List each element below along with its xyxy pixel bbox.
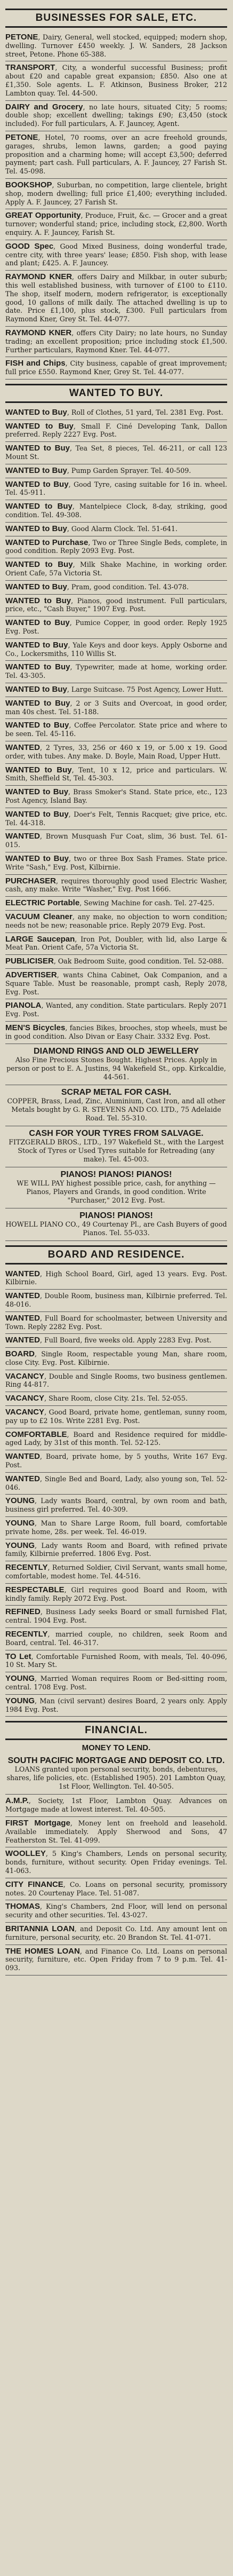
- money-to-lend-subheading: MONEY TO LEND.: [82, 1743, 151, 1753]
- ad-lead: WANTED to Purchase: [5, 538, 89, 547]
- classified-ad: RECENTLY, married couple, no children, seek Room and Board, central. Tel. 46-317.: [5, 1628, 227, 1650]
- classified-ad: VACANCY, Share Room, close City. 21s. Tel. 52-055.: [5, 1392, 227, 1406]
- ad-lead: WANTED to Buy: [5, 444, 70, 453]
- ad-lead: WANTED to Buy: [5, 582, 67, 591]
- ad-lead: WANTED to Buy: [5, 721, 69, 730]
- ad-lead: PIANOLA: [5, 1001, 42, 1010]
- classified-ad: YOUNG, Man (civil servant) desires Board, 2 years only. Apply 1984 Evg. Post.: [5, 1695, 227, 1717]
- ad-lead: THE HOMES LOAN: [5, 1946, 80, 1956]
- ad-lead: WANTED: [5, 1291, 40, 1301]
- display-ad-text: COPPER, Brass, Lead, Zinc, Aluminium, Cast Iron, and all other Metals bought by G. R. STEVENS AND CO. LTD., 75 Adelaide Road. Tel. 55-310.: [7, 1096, 226, 1122]
- classified-ad: RECENTLY, Returned Soldier, Civil Servant, wants small home, comfortable, modest home. Tel. 44-516.: [5, 1561, 227, 1584]
- ad-lead: VACANCY: [5, 1408, 45, 1417]
- ad-lead: WANTED: [5, 743, 40, 752]
- classified-ad: WANTED to Buy, Tent, 10 x 12, price and particulars. W. Smith, Sheffield St, Tel. 45-303.: [5, 764, 227, 786]
- classified-ad: RESPECTABLE, Girl requires good Board and Room, with kindly family. Reply 2072 Evg. Post.: [5, 1584, 227, 1606]
- ad-lead: WANTED to Buy: [5, 640, 68, 650]
- classified-ad: WANTED to Buy, Pumice Copper, in good order. Reply 1925 Evg. Post.: [5, 617, 227, 639]
- classified-ad: PETONE, Hotel, 70 rooms, over an acre freehold grounds, garages, shrubs, lemon lawns, garden; a good paying proposition and a charming home; will accept £3,500; deferred payment; part cash. Full particulars, A. F. Jauncey, 27 Farish St. Tel. 45-098.: [5, 131, 227, 179]
- classified-ad: WANTED, Board, private home, by 5 youths, Write 167 Evg. Post.: [5, 1450, 227, 1473]
- ad-text: Oak Bedroom Suite, good condition. Tel. 52-088.: [58, 957, 224, 966]
- classified-ad: WANTED to Buy, Yale Keys and door keys. Apply Osborne and Co., Lockersmiths, 110 Willis St.: [5, 639, 227, 661]
- ad-lead: WANTED to Buy: [5, 787, 69, 797]
- classified-column: [5, 4, 227, 1976]
- ad-lead: GOOD Spec: [5, 241, 54, 251]
- ad-text: Pianos, good instrument. Full particulars, price, etc., "Cash Buyer," 1907 Evg. Post.: [5, 596, 227, 613]
- ad-text: Returned Soldier, Civil Servant, wants small home, comfortable, modest home. Tel. 44-516.: [5, 1563, 228, 1581]
- section-heading-financial: FINANCIAL.: [5, 1721, 227, 1740]
- ad-text: Mantelpiece Clock, 8-day, striking, good condition. Tel. 49-308.: [5, 502, 228, 519]
- ad-text: Iron Pot, Doubler, with lid, also Large & Meat Pan. Orient Cafe, 57a Victoria St.: [5, 935, 228, 952]
- classified-ad: A.M.P., Society, 1st Floor, Lambton Quay. Advances on Mortgage made at lowest interest. Tel. 40-505.: [5, 1795, 227, 1817]
- classified-ad: WANTED to Buy, two or three Box Sash Frames. State price. Write "Sash," Evg. Post, Kilbirnie.: [5, 852, 227, 875]
- ad-text: Sewing Machine for cash. Tel. 27-425.: [84, 899, 215, 907]
- ad-text: Yale Keys and door keys. Apply Osborne and Co., Lockersmiths, 110 Willis St.: [5, 641, 227, 658]
- ad-text: Pump Garden Sprayer. Tel. 40-509.: [71, 466, 191, 475]
- classified-ad: WANTED to Buy, Large Suitcase. 75 Post Agency, Lower Hutt.: [5, 683, 227, 697]
- classified-ad: LARGE Saucepan, Iron Pot, Doubler, with lid, also Large & Meat Pan. Orient Cafe, 57a Victoria St.: [5, 933, 227, 955]
- ad-text: Brown Musquash Fur Coat, slim, 36 bust. Tel. 61-015.: [5, 832, 227, 849]
- ad-lead: RESPECTABLE: [5, 1585, 65, 1594]
- ad-lead: WANTED to Buy: [5, 465, 67, 475]
- display-ad: [5, 1208, 227, 1241]
- classified-ad: REFINED, Business Lady seeks Board or small furnished Flat, central. 1904 Evg. Post.: [5, 1606, 227, 1628]
- ad-text: requires thoroughly good used Electric Washer, cash, any make. Write "Washer," Evg. Post 1666.: [5, 876, 227, 894]
- ad-lead: WANTED to Buy: [5, 596, 71, 605]
- ad-text: Double Room, business man, Kilbirnie preferred. Tel. 48-016.: [5, 1292, 227, 1308]
- ad-lead: RECENTLY: [5, 1563, 48, 1573]
- display-ad: [5, 1126, 227, 1167]
- ad-text: Suburban, no competition, large clientele, bright shop, modern dwelling; full price £1,400; everything included. Apply A. F. Jauncey, 27 Farish St.: [5, 180, 228, 206]
- ad-lead: REFINED: [5, 1607, 41, 1617]
- ad-lead: RAYMOND KNER: [5, 328, 72, 337]
- ad-text: Comfortable Furnished Room, with meals, Tel. 40-096, 10 St. Mary St.: [5, 1652, 227, 1669]
- classified-ad: WANTED, Full Board for schoolmaster, between University and Town. Reply 2282 Evg. Post.: [5, 1312, 227, 1334]
- ad-text: offers Dairy and Milkbar, in outer suburb; this well established business, with turnover of £100 to £110. The shop, itself modern, modern refrigerator, is exceptionally good, 10 gallons of milk daily. The attached dwelling is up to date. Price £1,100, plus stock, £300. Full particulars from Raymond Kner, Grey St. Tel. 44-077.: [5, 273, 227, 323]
- ad-lead: YOUNG: [5, 1696, 35, 1705]
- ad-text: Wanted, any condition. State particulars. Reply 2071 Evg. Post.: [5, 1001, 227, 1018]
- classified-ad: BOOKSHOP, Suburban, no competition, large clientele, bright shop, modern dwelling; full price £1,400; everything included. Apply A. F. Jauncey, 27 Farish St.: [5, 179, 227, 209]
- ad-text: Board, private home, by 5 youths, Write 167 Evg. Post.: [5, 1452, 227, 1469]
- ad-lead: WANTED to Buy: [5, 421, 74, 431]
- ad-lead: WANTED: [5, 1474, 40, 1483]
- ad-text: Board and Residence required for middle-aged Lady, by 31st of this month. Tel. 52-125.: [5, 1430, 227, 1447]
- ad-lead: WANTED to Buy: [5, 685, 67, 694]
- section-heading-business: BUSINESSES FOR SALE, ETC.: [5, 9, 227, 28]
- display-ad-text: Also Fine Precious Stones Bought. Highest Prices. Apply in person or post to E. A. Justins, 94 Wakefield St., opp. Kirkcaldie, 44-561.: [6, 1055, 226, 1081]
- ad-lead: WANTED to Buy: [5, 502, 73, 511]
- ad-text: Roll of Clothes, 51 yard, Tel. 2381 Evg. Post.: [71, 408, 223, 416]
- classified-ad: GREAT Opportunity, Produce, Fruit, &c. — Grocer and a great turnover; wonderful stand; price, including stock, £2,800. Worth enquiry. A. F. Jauncey, Farish St.: [5, 209, 227, 240]
- classified-ad: PUBLICISER, Oak Bedroom Suite, good condition. Tel. 52-088.: [5, 955, 227, 969]
- classified-ad: WANTED to Buy, Coffee Percolator. State price and where to be seen. Tel. 45-116.: [5, 719, 227, 741]
- ad-text: Single Bed and Board, Lady, also young son, Tel. 52-046.: [5, 1474, 227, 1491]
- ad-lead: ELECTRIC Portable: [5, 898, 80, 908]
- classified-ad: WANTED, 2 Tyres, 33, 256 or 460 x 19, or 5.00 x 19. Good order, with tubes. Any make. D. Boyle, Main Road, Upper Hutt.: [5, 741, 227, 764]
- ad-lead: PURCHASER: [5, 876, 57, 886]
- ad-lead: WANTED to Buy: [5, 854, 69, 863]
- ad-lead: RECENTLY: [5, 1630, 48, 1639]
- classified-ad: WANTED to Buy, Pianos, good instrument. Full particulars, price, etc., "Cash Buyer," 1907 Evg. Post.: [5, 595, 227, 617]
- ad-text: Pram, good condition. Tel. 43-078.: [71, 582, 189, 591]
- ad-text: Large Suitcase. 75 Post Agency, Lower Hutt.: [71, 685, 224, 694]
- classified-ad: WANTED to Buy, Pump Garden Sprayer. Tel. 40-509.: [5, 464, 227, 478]
- display-ad-title: SOUTH PACIFIC MORTGAGE AND DEPOSIT CO. LTD.: [7, 1756, 225, 1766]
- ad-text: Typewriter, made at home, working order. Tel. 43-305.: [5, 663, 227, 680]
- ad-lead: PUBLICISER: [5, 957, 54, 966]
- ad-text: 5 King's Chambers, Lends on personal security, bonds, furniture, without security. Open Friday evenings. Tel. 41-063.: [5, 1850, 227, 1875]
- classified-ad: WANTED to Buy, Tea Set, 8 pieces, Tel. 46-211, or call 123 Mount St.: [5, 442, 227, 464]
- ad-lead: WANTED: [5, 832, 40, 841]
- ad-lead: GREAT Opportunity: [5, 211, 81, 220]
- ad-lead: WOOLLEY: [5, 1849, 46, 1859]
- ad-text: any make, no objection to worn condition; needs not be new; reasonable price. Reply 2079 Evg. Post.: [5, 912, 227, 929]
- ad-text: Good Mixed Business, doing wonderful trade, centre city, with three years' lease; £850. Fish shop, with lease and plant; £425. A. F. Jauncey.: [5, 242, 228, 267]
- display-ad-text: FITZGERALD BROS., LTD., 197 Wakefield St., with the Largest Stock of Tyres or Used Tyres suitable for Retreading (any make). Tel. 45-003.: [9, 1137, 224, 1163]
- ad-lead: WANTED to Buy: [5, 407, 67, 417]
- classified-ad: YOUNG, Married Woman requires Room or Bed-sitting room, central. 1708 Evg. Post.: [5, 1672, 227, 1695]
- classified-ad: VACANCY, Good Board, private home, gentleman, sunny room, pay up to £2 10s. Write 2281 Evg. Post.: [5, 1406, 227, 1428]
- classified-ad: WANTED to Buy, Doer's Felt, Tennis Racquet; give price, etc. Tel. 44-318.: [5, 808, 227, 831]
- ad-text: Single Room, respectable young Man, share room, close City. Evg. Post. Kilbirnie.: [5, 1350, 227, 1366]
- ad-text: Dairy, General, well stocked, equipped; modern shop, dwelling. Turnover £450 weekly. J. W. Sanders, 28 Jackson street, Petone. Phone 65-388.: [5, 33, 227, 58]
- classified-ad: WANTED to Buy, Roll of Clothes, 51 yard, Tel. 2381 Evg. Post.: [5, 406, 227, 420]
- ad-text: Married Woman requires Room or Bed-sitting room, central. 1708 Evg. Post.: [5, 1674, 227, 1691]
- classified-ad: FIRST Mortgage, Money lent on freehold and leasehold. Available immediately. Apply Sherwood and Sons, 47 Featherston St. Tel. 41-099.: [5, 1817, 227, 1847]
- ad-text: Lady wants Board, central, by own room and bath, business girl preferred. Tel. 40-309.: [5, 1497, 227, 1514]
- classified-ad: TRANSPORT, City, a wonderful successful Business; profit about £20 and capable great expansion; £850. Also one at £1,350. Sole agents. L. F. Atkinson, Business Broker, 212 Lambton quay. Tel. 44-500.: [5, 61, 227, 100]
- ad-text: Business Lady seeks Board or small furnished Flat, central. 1904 Evg. Post.: [5, 1608, 227, 1625]
- ad-lead: THOMAS: [5, 1902, 40, 1911]
- ad-lead: BRITANNIA LOAN: [5, 1924, 75, 1933]
- display-ad-title: PIANOS! PIANOS!: [79, 1211, 153, 1220]
- ad-text: Lady wants Room and Board, with refined private family, Kilbirnie preferred. 1806 Evg. Post.: [5, 1541, 227, 1558]
- ad-text: 2 Tyres, 33, 256 or 460 x 19, or 5.00 x 19. Good order, with tubes. Any make. D. Boyle, Main Road, Upper Hutt.: [5, 744, 227, 760]
- classified-ad: GOOD Spec, Good Mixed Business, doing wonderful trade, centre city, with three years' lease; £850. Fish shop, with lease and plant; £425. A. F. Jauncey.: [5, 240, 227, 271]
- ad-text: married couple, no children, seek Room and Board, central. Tel. 46-317.: [5, 1630, 227, 1647]
- classified-ad: PURCHASER, requires thoroughly good used Electric Washer, cash, any make. Write "Washer," Evg. Post 1666.: [5, 875, 227, 897]
- display-ad-text: WE WILL PAY highest possible price, cash, for anything — Pianos, Players and Grands, in good condition. Write "Purchaser," 2012 Evg. Post.: [17, 1179, 216, 1204]
- display-ad: [5, 1753, 227, 1795]
- ad-lead: A.M.P.: [5, 1796, 29, 1806]
- classified-ad: RAYMOND KNER, offers Dairy and Milkbar, in outer suburb; this well established business, with turnover of £100 to £110. The shop, itself modern, modern refrigerator, is exceptionally good, 10 gallons of milk daily. The attached dwelling is up to date. Price £1,100, plus stock, £300. Full particulars from Raymond Kner, Grey St. Tel. 44-077.: [5, 271, 227, 327]
- ad-text: Tea Set, 8 pieces, Tel. 46-211, or call 123 Mount St.: [5, 444, 227, 461]
- display-ad-text: HOWELL PIANO CO., 49 Courtenay Pl., are Cash Buyers of good Pianos. Tel. 55-033.: [5, 1220, 227, 1237]
- ad-lead: WANTED to Buy: [5, 479, 69, 489]
- ad-lead: TRANSPORT: [5, 63, 55, 73]
- ad-text: fancies Bikes, brooches, stop wheels, must be in good condition. Also Divan or Easy Chair. 3332 Evg. Post.: [5, 1023, 227, 1040]
- section-heading-wanted: WANTED TO BUY.: [5, 384, 227, 403]
- classified-ad: RAYMOND KNER, offers City Dairy; no late hours, no Sunday trading; an excellent proposition; price including stock £1,500. Further particulars, Raymond Kner. Tel. 44-077.: [5, 327, 227, 357]
- ad-text: and Deposit Co. Ltd. Any amount lent on furniture, personal security, etc. 20 Brandon St. Tel. 41-071.: [5, 1924, 227, 1941]
- ad-text: Good Tyre, casing suitable for 16 in. wheel. Tel. 45-911.: [5, 480, 227, 497]
- ad-lead: BOOKSHOP: [5, 180, 52, 189]
- ad-lead: YOUNG: [5, 1496, 35, 1506]
- ad-text: Good Board, private home, gentleman, sunny room, pay up to £2 10s. Write 2281 Evg. Post.: [5, 1408, 227, 1425]
- classified-ad: YOUNG, Lady wants Board, central, by own room and bath, business girl preferred. Tel. 40-309.: [5, 1495, 227, 1517]
- display-ad: [5, 1167, 227, 1208]
- classified-ad: WANTED to Buy, Pram, good condition. Tel. 43-078.: [5, 581, 227, 595]
- ad-text: Share Room, close City. 21s. Tel. 52-055.: [49, 1394, 188, 1403]
- classified-ad: FISH and Chips, City business, capable of great improvement; full price £550. Raymond Kner, Grey St. Tel. 44-077.: [5, 357, 227, 380]
- ad-text: Tent, 10 x 12, price and particulars. W. Smith, Sheffield St, Tel. 45-303.: [5, 765, 228, 783]
- classified-ad: PIANOLA, Wanted, any condition. State particulars. Reply 2071 Evg. Post.: [5, 999, 227, 1022]
- classified-ad: YOUNG, Lady wants Room and Board, with refined private family, Kilbirnie preferred. 1806 Evg. Post.: [5, 1539, 227, 1562]
- ad-lead: FISH and Chips: [5, 359, 66, 368]
- classified-ad: BOARD, Single Room, respectable young Man, share room, close City. Evg. Post. Kilbirnie.: [5, 1348, 227, 1370]
- display-ad-title: SCRAP METAL FOR CASH.: [61, 1087, 172, 1097]
- classified-ad: YOUNG, Man to Share Large Room, full board, comfortable private home, 28s. per week. Tel. 46-019.: [5, 1517, 227, 1539]
- ad-text: Good Alarm Clock. Tel. 51-641.: [71, 524, 178, 533]
- classified-ad: WANTED to Purchase, Two or Three Single Beds, complete, in good condition. Reply 2093 Evg. Post.: [5, 536, 227, 559]
- ad-text: offers City Dairy; no late hours, no Sunday trading; an excellent proposition; price including stock £1,500. Further particulars, Raymond Kner. Tel. 44-077.: [5, 328, 227, 354]
- classified-ad: WANTED to Buy, Typewriter, made at home, working order. Tel. 43-305.: [5, 661, 227, 683]
- ad-lead: WANTED to Buy: [5, 698, 70, 708]
- classified-ad: WANTED to Buy, Small F. Ciné Developing Tank, Dallon preferred. Reply 2227 Evg. Post.: [5, 420, 227, 442]
- classified-ad: WANTED to Buy, Mantelpiece Clock, 8-day, striking, good condition. Tel. 49-308.: [5, 500, 227, 523]
- ad-lead: FIRST Mortgage: [5, 1818, 70, 1828]
- ad-text: City business, capable of great improvement; full price £550. Raymond Kner, Grey St. Tel. 44-077.: [5, 359, 228, 376]
- ad-lead: WANTED: [5, 1269, 40, 1278]
- classified-ad: CITY FINANCE, Co. Loans on personal security, promissory notes. 20 Courtenay Place. Tel. 51-087.: [5, 1878, 227, 1901]
- display-ad: [5, 1044, 227, 1085]
- ad-lead: PETONE: [5, 33, 38, 42]
- classified-ad: THOMAS, King's Chambers, 2nd Floor, will lend on personal security and other securities. Tel. 43-027.: [5, 1900, 227, 1923]
- ad-text: Hotel, 70 rooms, over an acre freehold grounds, garages, shrubs, lemon lawns, garden; a good paying proposition and a charming home; will accept £3,500; deferred payment; part cash. Full particulars, A. F. Jauncey, 27 Farish St. Tel. 45-098.: [5, 133, 228, 176]
- classified-ad: DAIRY and Grocery, no late hours, situated City; 5 rooms; double shop; excellent dwelling; takings £90; £3,450 (stock included). For full particulars, A. F. Jauncey, Agent.: [5, 101, 227, 131]
- ad-text: Two or Three Single Beds, complete, in good condition. Reply 2093 Evg. Post.: [5, 538, 227, 555]
- ad-text: City, a wonderful successful Business; profit about £20 and capable great expansion; £850. Also one at £1,350. Sole agents. L. F. Atkinson, Business Broker, 212 Lambton quay. Tel. 44-500.: [5, 64, 227, 97]
- ad-lead: ADVERTISER: [5, 970, 57, 979]
- ad-lead: BOARD: [5, 1349, 35, 1359]
- ad-lead: MEN'S Bicycles: [5, 1023, 66, 1032]
- ad-text: wants China Cabinet, Oak Companion, and a Square Table. Must be reasonable, prompt cash, Reply 2078, Evg. Post.: [5, 970, 227, 996]
- classified-ad: ELECTRIC Portable, Sewing Machine for cash. Tel. 27-425.: [5, 897, 227, 911]
- classified-ad: WANTED, Full Board, five weeks old. Apply 2283 Evg. Post.: [5, 1334, 227, 1348]
- classified-ad: WANTED to Buy, Brass Smoker's Stand. State price, etc., 123 Post Agency, Island Bay.: [5, 786, 227, 808]
- ad-lead: RAYMOND KNER: [5, 272, 73, 282]
- classified-ad: TO Let, Comfortable Furnished Room, with meals, Tel. 40-096, 10 St. Mary St.: [5, 1650, 227, 1673]
- ad-lead: COMFORTABLE: [5, 1429, 67, 1439]
- ad-text: no late hours, situated City; 5 rooms; double shop; excellent dwelling; takings £90; £3,450 (stock included). For full particulars, A. F. Jauncey, Agent.: [5, 102, 227, 128]
- classified-ad: VACANCY, Double and Single Rooms, two business gentlemen. Ring 44-817.: [5, 1370, 227, 1393]
- ad-lead: WANTED to Buy: [5, 560, 73, 570]
- classified-ad: THE HOMES LOAN, and Finance Co. Ltd. Loans on personal security, furniture, etc. Open Friday from 7 to 9 p.m. Tel. 41-093.: [5, 1945, 227, 1976]
- classified-ad: WOOLLEY, 5 King's Chambers, Lends on personal security, bonds, furniture, without security. Open Friday evenings. Tel. 41-063.: [5, 1847, 227, 1878]
- ad-lead: WANTED: [5, 1452, 40, 1461]
- ad-text: Produce, Fruit, &c. — Grocer and a great turnover; wonderful stand; price, including stock, £2,800. Worth enquiry. A. F. Jauncey, Farish St.: [5, 211, 227, 236]
- classified-ad: BRITANNIA LOAN, and Deposit Co. Ltd. Any amount lent on furniture, personal security, etc. 20 Brandon St. Tel. 41-071.: [5, 1923, 227, 1945]
- ad-lead: YOUNG: [5, 1674, 35, 1684]
- classified-ad: WANTED, High School Board, Girl, aged 13 years. Evg. Post. Kilbirnie.: [5, 1268, 227, 1290]
- ad-text: Co. Loans on personal security, promissory notes. 20 Courtenay Place. Tel. 51-087.: [5, 1880, 227, 1897]
- classified-ad: MEN'S Bicycles, fancies Bikes, brooches, stop wheels, must be in good condition. Also Divan or Easy Chair. 3332 Evg. Post.: [5, 1022, 227, 1044]
- ad-text: Double and Single Rooms, two business gentlemen. Ring 44-817.: [5, 1372, 227, 1389]
- ad-text: two or three Box Sash Frames. State price. Write "Sash," Evg. Post, Kilbirnie.: [5, 854, 227, 871]
- display-ad-title: CASH FOR YOUR TYRES FROM SALVAGE.: [29, 1128, 204, 1138]
- ad-text: and Finance Co. Ltd. Loans on personal security, furniture, etc. Open Friday from 7 to 9 p.m. Tel. 41-093.: [5, 1947, 227, 1972]
- classified-ad: VACUUM Cleaner, any make, no objection to worn condition; needs not be new; reasonable price. Reply 2079 Evg. Post.: [5, 911, 227, 933]
- ad-text: Society, 1st Floor, Lambton Quay. Advances on Mortgage made at lowest interest. Tel. 40-505.: [5, 1797, 227, 1814]
- display-ad: [5, 1085, 227, 1126]
- ad-text: Coffee Percolator. State price and where to be seen. Tel. 45-116.: [5, 721, 227, 738]
- ad-text: High School Board, Girl, aged 13 years. Evg. Post. Kilbirnie.: [5, 1269, 227, 1286]
- ad-lead: YOUNG: [5, 1540, 35, 1550]
- classified-ad: WANTED, Double Room, business man, Kilbirnie preferred. Tel. 48-016.: [5, 1290, 227, 1312]
- classified-ad: PETONE, Dairy, General, well stocked, equipped; modern shop, dwelling. Turnover £450 weekly. J. W. Sanders, 28 Jackson street, Petone. Phone 65-388.: [5, 31, 227, 61]
- ad-lead: CITY FINANCE: [5, 1879, 63, 1889]
- ad-lead: WANTED: [5, 1313, 40, 1323]
- classified-ad: WANTED to Buy, Milk Shake Machine, in working order. Orient Cafe, 57a Victoria St.: [5, 558, 227, 581]
- ad-lead: PETONE: [5, 132, 38, 142]
- ad-lead: WANTED to Buy: [5, 765, 72, 775]
- ad-text: Milk Shake Machine, in working order. Orient Cafe, 57a Victoria St.: [5, 560, 228, 578]
- ad-text: Small F. Ciné Developing Tank, Dallon preferred. Reply 2227 Evg. Post.: [5, 422, 227, 439]
- ad-text: Money lent on freehold and leasehold. Available immediately. Apply Sherwood and Sons, 47 Featherston St. Tel. 41-099.: [5, 1819, 227, 1844]
- ad-text: Man (civil servant) desires Board, 2 years only. Apply 1984 Evg. Post.: [5, 1696, 227, 1713]
- ad-text: King's Chambers, 2nd Floor, will lend on personal security and other securities. Tel. 43-027.: [5, 1902, 227, 1919]
- ad-lead: DAIRY and Grocery: [5, 102, 83, 112]
- classified-ad: WANTED, Brown Musquash Fur Coat, slim, 36 bust. Tel. 61-015.: [5, 830, 227, 852]
- ad-text: Man to Share Large Room, full board, comfortable private home, 28s. per week. Tel. 46-019.: [5, 1519, 227, 1536]
- ad-lead: VACANCY: [5, 1371, 45, 1381]
- classified-ad: COMFORTABLE, Board and Residence required for middle-aged Lady, by 31st of this month. Tel. 52-125.: [5, 1428, 227, 1451]
- ad-text: Girl requires good Board and Room, with kindly family. Reply 2072 Evg. Post.: [5, 1585, 227, 1602]
- display-ad-title: DIAMOND RINGS AND OLD JEWELLERY: [34, 1046, 199, 1056]
- display-ad-text: LOANS granted upon personal security, bonds, debentures, shares, life policies, etc. (Established 1905). 201 Lambton Quay, 1st Floor, Wellington. Tel. 40-505.: [6, 1765, 226, 1791]
- ad-lead: WANTED to Buy: [5, 618, 70, 628]
- classified-ad: ADVERTISER, wants China Cabinet, Oak Companion, and a Square Table. Must be reasonable, prompt cash, Reply 2078, Evg. Post.: [5, 969, 227, 999]
- classified-ad: WANTED to Buy, Good Tyre, casing suitable for 16 in. wheel. Tel. 45-911.: [5, 478, 227, 501]
- section-heading-board: BOARD AND RESIDENCE.: [5, 1245, 227, 1265]
- ad-lead: VACUUM Cleaner: [5, 912, 73, 921]
- ad-text: Full Board for schoolmaster, between University and Town. Reply 2282 Evg. Post.: [5, 1314, 227, 1331]
- ad-lead: TO Let: [5, 1652, 31, 1661]
- ad-text: Brass Smoker's Stand. State price, etc., 123 Post Agency, Island Bay.: [5, 788, 227, 804]
- ad-lead: WANTED: [5, 1336, 40, 1345]
- ad-lead: WANTED to Buy: [5, 524, 67, 533]
- ad-text: 2 or 3 Suits and Overcoat, in good order, man 40s chest. Tel. 51-188.: [5, 699, 228, 716]
- classified-ad: WANTED, Single Bed and Board, Lady, also young son, Tel. 52-046.: [5, 1473, 227, 1495]
- classified-ad: WANTED to Buy, 2 or 3 Suits and Overcoat, in good order, man 40s chest. Tel. 51-188.: [5, 697, 227, 720]
- ad-text: Full Board, five weeks old. Apply 2283 Evg. Post.: [44, 1336, 212, 1345]
- ad-text: Pumice Copper, in good order. Reply 1925 Evg. Post.: [5, 619, 227, 636]
- ad-lead: VACANCY: [5, 1394, 45, 1403]
- ad-lead: WANTED to Buy: [5, 809, 69, 819]
- display-ad-title: PIANOS! PIANOS! PIANOS!: [60, 1170, 172, 1179]
- ad-lead: WANTED to Buy: [5, 662, 70, 672]
- classified-ad: WANTED to Buy, Good Alarm Clock. Tel. 51-641.: [5, 523, 227, 536]
- ad-text: Doer's Felt, Tennis Racquet; give price, etc. Tel. 44-318.: [5, 810, 228, 827]
- ad-lead: YOUNG: [5, 1519, 35, 1528]
- ad-lead: LARGE Saucepan: [5, 934, 75, 944]
